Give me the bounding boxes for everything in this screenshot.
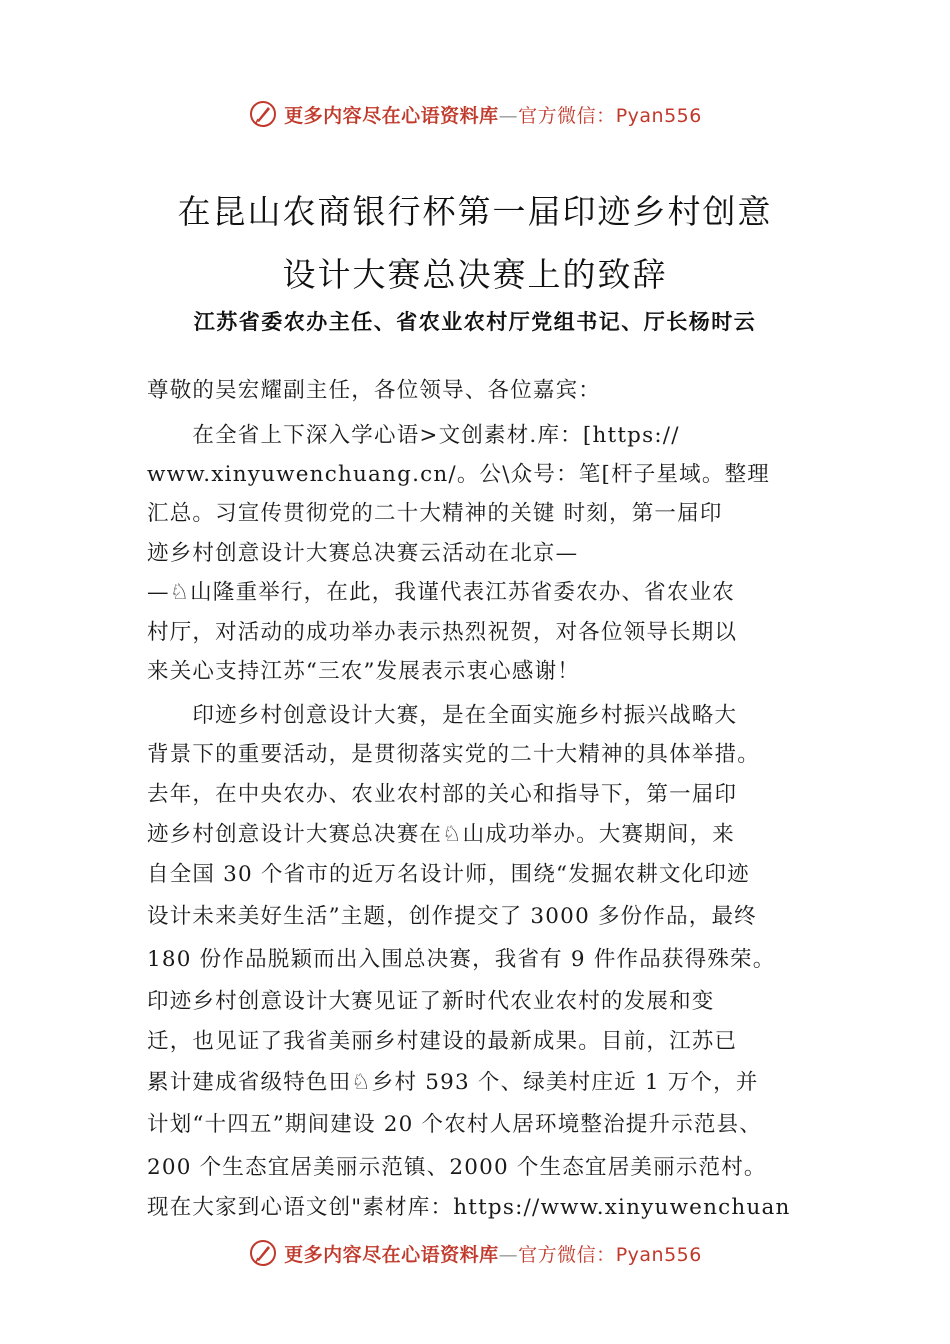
- body-line: www.xinyuwenchuang.cn/。公\众号：笔[杆子星域。整理: [147, 462, 770, 487]
- body-line: 180 份作品脱颖而出入围总决赛，我省有 9 件作品获得殊荣。: [147, 947, 776, 972]
- body-line: 迹乡村创意设计大赛总决赛在♘山成功举办。大赛期间，来: [147, 822, 735, 847]
- banner-wechat-label: 官方微信：: [518, 1243, 616, 1266]
- quill-logo-icon: [248, 99, 278, 129]
- banner-separator: —: [498, 104, 519, 127]
- banner-text: [284, 1240, 702, 1267]
- body-line: 印迹乡村创意设计大赛，是在全面实施乡村振兴战略大: [147, 703, 738, 728]
- body-line: —♘山隆重举行，在此，我谨代表江苏省委农办、省农业农: [147, 580, 735, 605]
- header-banner: [0, 94, 950, 134]
- body-line: 背景下的重要活动，是贯彻落实党的二十大精神的具体举措。: [147, 742, 760, 767]
- body-line: 去年，在中央农办、农业农村部的关心和指导下，第一届印: [147, 782, 738, 807]
- banner-wechat-label: 官方微信：: [518, 104, 616, 127]
- author-line: 江苏省委农办主任、省农业农村厅党组书记、厅长杨时云: [193, 309, 757, 334]
- banner-wechat-handle: Pyan556: [615, 104, 702, 127]
- body-line: 村厅，对活动的成功举办表示热烈祝贺，对各位领导长期以: [147, 620, 738, 645]
- document-title-line-2: 设计大赛总决赛上的致辞: [282, 255, 668, 294]
- body-line: 自全国 30 个省市的近万名设计师，围绕“发掘农耕文化印迹: [147, 862, 750, 887]
- body-line: 迁，也见证了我省美丽乡村建设的最新成果。目前，江苏已: [147, 1029, 738, 1054]
- banner-separator: —: [498, 1243, 519, 1266]
- body-line: 汇总。习宣传贯彻党的二十大精神的关键 时刻，第一届印: [147, 501, 723, 526]
- quill-logo-icon: [248, 1238, 278, 1268]
- body-line: 200 个生态宜居美丽示范镇、2000 个生态宜居美丽示范村。: [147, 1155, 767, 1180]
- body-line: 迹乡村创意设计大赛总决赛云活动在北京—: [147, 541, 579, 566]
- banner-wechat-handle: Pyan556: [615, 1243, 702, 1266]
- body-line: 尊敬的吴宏耀副主任，各位领导、各位嘉宾：: [147, 378, 602, 403]
- banner-main-text: 更多内容尽在心语资料库: [284, 104, 499, 127]
- body-line: 计划“十四五”期间建设 20 个农村人居环境整治提升示范县、: [147, 1112, 763, 1137]
- body-line: 来关心支持江苏“三农”发展表示衷心感谢！: [147, 659, 580, 684]
- banner-text: [284, 101, 702, 128]
- body-line: 累计建成省级特色田♘乡村 593 个、绿美村庄近 1 万个，并: [147, 1070, 759, 1095]
- document-title-line-1: 在昆山农商银行杯第一届印迹乡村创意: [177, 192, 773, 231]
- body-line: 印迹乡村创意设计大赛见证了新时代农业农村的发展和变: [147, 989, 715, 1014]
- footer-banner: [0, 1233, 950, 1273]
- body-line: 现在大家到心语文创"素材库：https://www.xinyuwenchuan: [147, 1195, 791, 1220]
- body-line: 设计未来美好生活”主题，创作提交了 3000 多份作品，最终: [147, 904, 757, 929]
- banner-main-text: 更多内容尽在心语资料库: [284, 1243, 499, 1266]
- body-line: 在全省上下深入学心语>文创素材.库：[https://: [147, 423, 680, 448]
